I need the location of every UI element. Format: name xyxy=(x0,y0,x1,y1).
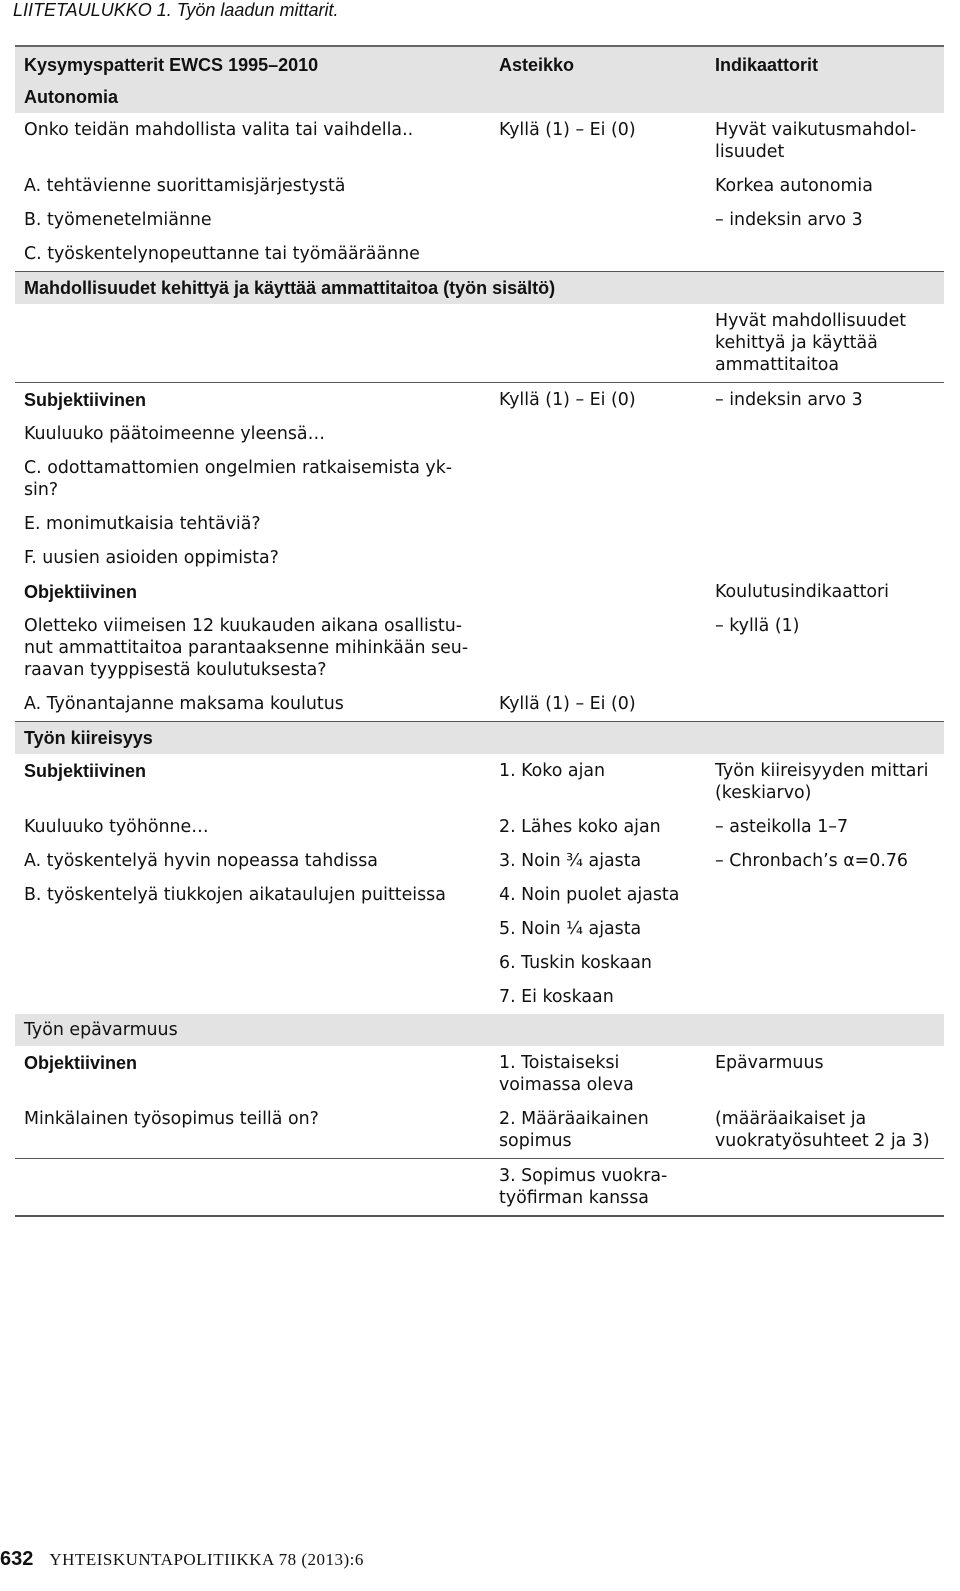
cell-question: Minkälainen työsopimus teillä on? xyxy=(24,1109,319,1129)
cell-question: Kuuluuko päätoimeenne yleensä… xyxy=(24,424,325,444)
cell-indicator: (määräaikaiset ja vuokratyösuhteet 2 ja 3) xyxy=(715,1109,930,1151)
cell-indicator: Koulutusindikaattori xyxy=(715,582,890,602)
cell-question: F. uusien asioiden oppimista? xyxy=(24,548,279,568)
table-row xyxy=(15,844,944,878)
cell-scale: 3. Sopimus vuokra- työfirman kanssa xyxy=(499,1166,668,1208)
table-row xyxy=(15,1046,944,1102)
cell-indicator: – kyllä (1) xyxy=(715,616,800,636)
cell-question: B. työmenetelmiänne xyxy=(24,210,212,230)
table-bottom-rule xyxy=(15,1215,944,1217)
table-row xyxy=(15,451,944,507)
cell-scale: 2. Määräaikainen sopimus xyxy=(499,1109,649,1151)
cell-indicator: Hyvät mahdollisuudet kehittyä ja käyttää ammattitaitoa xyxy=(715,311,907,375)
cell-scale: 3. Noin ¾ ajasta xyxy=(499,851,642,871)
section-header-row xyxy=(15,721,944,754)
table-row xyxy=(15,507,944,541)
cell-scale: 1. Toistaiseksi voimassa oleva xyxy=(499,1053,634,1095)
table-row xyxy=(15,754,944,810)
cell-scale: Kyllä (1) – Ei (0) xyxy=(499,120,636,140)
table-row xyxy=(15,575,944,609)
cell-indicator: – indeksin arvo 3 xyxy=(715,390,863,410)
section-header-row xyxy=(15,271,944,304)
cell-question: Mahdollisuudet kehittyä ja käyttää ammattitaitoa (työn sisältö) xyxy=(24,278,556,298)
table-row xyxy=(15,609,944,687)
table-header-row xyxy=(15,45,944,81)
cell-question: C. työskentelynopeuttanne tai työmääräänne xyxy=(24,244,420,264)
table-row xyxy=(15,417,944,451)
cell-question: Työn epävarmuus xyxy=(24,1020,178,1040)
table-caption: LIITETAULUKKO 1. Työn laadun mittarit. xyxy=(13,0,339,20)
table-row xyxy=(15,1102,944,1158)
cell-scale: 5. Noin ¼ ajasta xyxy=(499,919,642,939)
table-row xyxy=(15,810,944,844)
table-row xyxy=(15,203,944,237)
table-row xyxy=(15,541,944,575)
section-header-row xyxy=(15,1014,944,1046)
cell-indicator: – indeksin arvo 3 xyxy=(715,210,863,230)
table-row xyxy=(15,113,944,169)
table-row xyxy=(15,687,944,721)
table-row xyxy=(15,237,944,271)
table-row xyxy=(15,382,944,417)
indicator-table xyxy=(15,45,944,1217)
cell-scale: 2. Lähes koko ajan xyxy=(499,817,661,837)
cell-scale: 1. Koko ajan xyxy=(499,761,606,781)
cell-question: E. monimutkaisia tehtäviä? xyxy=(24,514,261,534)
cell-indicator: Epävarmuus xyxy=(715,1053,824,1073)
table-row xyxy=(15,912,944,946)
table-row xyxy=(15,169,944,203)
cell-question: Oletteko viimeisen 12 kuukauden aikana osallistu- nut ammattitaitoa parantaaksenne mihinkään seu- raavan tyyppisestä koulutuksesta? xyxy=(24,616,469,680)
cell-question: Subjektiivinen xyxy=(24,390,147,410)
cell-indicator: Hyvät vaikutusmahdol- lisuudet xyxy=(715,120,917,162)
table-row xyxy=(15,946,944,980)
cell-scale: 7. Ei koskaan xyxy=(499,987,614,1007)
journal-name: YHTEISKUNTAPOLITIIKKA 78 (2013):6 xyxy=(49,1550,364,1569)
cell-question: A. Työnantajanne maksama koulutus xyxy=(24,694,344,714)
header-col-indicators: Indikaattorit xyxy=(715,55,819,75)
cell-scale: 4. Noin puolet ajasta xyxy=(499,885,680,905)
header-col-questions: Kysymyspatterit EWCS 1995–2010 xyxy=(24,55,319,75)
cell-scale: Kyllä (1) – Ei (0) xyxy=(499,390,636,410)
cell-indicator: – Chronbach’s α=0.76 xyxy=(715,851,908,871)
cell-question: A. tehtävienne suorittamisjärjestystä xyxy=(24,176,346,196)
cell-question: A. työskentelyä hyvin nopeassa tahdissa xyxy=(24,851,378,871)
page-number: 632 xyxy=(0,1548,34,1570)
page-footer xyxy=(0,1548,364,1571)
table-row xyxy=(15,980,944,1014)
cell-question: Kuuluuko työhönne… xyxy=(24,817,209,837)
cell-question: Objektiivinen xyxy=(24,1053,138,1073)
table-row xyxy=(15,1158,944,1215)
cell-question: Objektiivinen xyxy=(24,582,138,602)
cell-indicator: Korkea autonomia xyxy=(715,176,873,196)
cell-question: Työn kiireisyys xyxy=(24,728,153,748)
cell-indicator: Työn kiireisyyden mittari (keskiarvo) xyxy=(715,761,929,803)
cell-scale: 6. Tuskin koskaan xyxy=(499,953,652,973)
cell-question: Autonomia xyxy=(24,87,118,107)
cell-scale: Kyllä (1) – Ei (0) xyxy=(499,694,636,714)
cell-question: Onko teidän mahdollista valita tai vaihdella.. xyxy=(24,120,414,140)
table-row xyxy=(15,878,944,912)
table-body xyxy=(15,81,944,1217)
table-row xyxy=(15,304,944,382)
cell-question: Subjektiivinen xyxy=(24,761,147,781)
section-header-row xyxy=(15,81,944,113)
cell-indicator: – asteikolla 1–7 xyxy=(715,817,849,837)
cell-question: C. odottamattomien ongelmien ratkaisemista yk- sin? xyxy=(24,458,453,500)
header-col-scale: Asteikko xyxy=(499,55,575,75)
cell-question: B. työskentelyä tiukkojen aikataulujen puitteissa xyxy=(24,885,446,905)
